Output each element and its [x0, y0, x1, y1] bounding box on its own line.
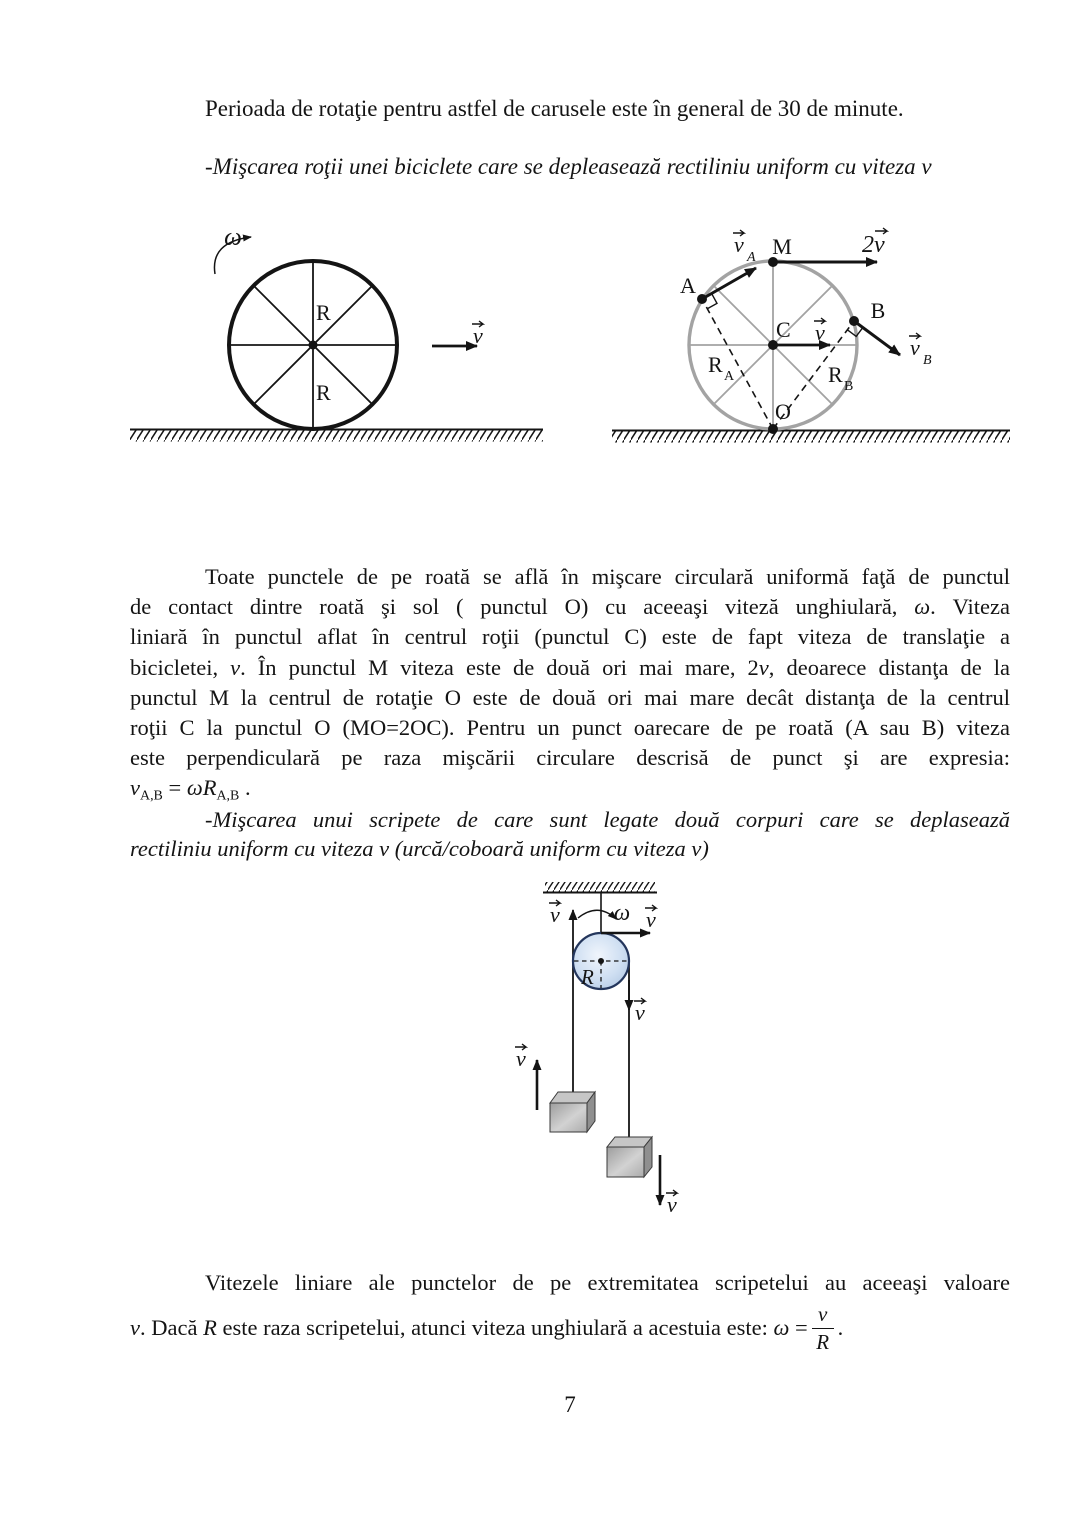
pulley-caption — [130, 806, 1010, 863]
paragraph-line: de contact dintre roată şi sol ( punctul O) cu aceeaşi viteză unghiulară, ω. Viteza — [130, 594, 1010, 620]
two-v-label — [862, 228, 887, 258]
outro-line2-text: v. Dacă R este raza scripetelui, atunci viteza unghiulară a acestuia este: ω = — [130, 1315, 808, 1340]
svg-text:v: v — [815, 320, 825, 345]
page-number: 7 — [564, 1392, 576, 1417]
point-b-label: B — [870, 298, 886, 323]
paragraph-line: bicicletei, v. În punctul M viteza este de două ori mai mare, 2v, deoarece distanţa de la — [130, 654, 1011, 680]
outro-paragraph — [130, 1268, 1010, 1298]
velocity-label-body-right — [666, 1190, 677, 1217]
bicycle-motion-caption: -Mişcarea roţii unei biciclete care se depleasează rectiliniu uniform cu viteza v — [205, 154, 932, 179]
wheel-center-dot — [309, 341, 318, 350]
svg-text:v: v — [516, 1046, 526, 1071]
wheel-diagram-left — [130, 200, 560, 446]
velocity-label-rope-left — [549, 900, 560, 927]
svg-text:A: A — [724, 369, 735, 384]
rotation-arrow — [578, 910, 616, 919]
point-c-label: C — [776, 317, 791, 342]
svg-text:A: A — [747, 250, 756, 265]
svg-text:v: v — [473, 323, 483, 348]
point-o-label: O — [775, 399, 791, 424]
pulley-caption-line2: rectiliniu uniform cu viteza v (urcă/coboară uniform cu viteza v) — [130, 835, 709, 861]
pulley-caption-line1: -Mişcarea unui scripete de care sunt legate două corpuri care se deplasează — [205, 807, 1010, 832]
velocity-arrow-b — [854, 321, 900, 355]
paragraph-line: roţii C la punctul O (MO=2OC). Pentru un punct oarecare de pe roată (A sau B) viteza — [130, 714, 1010, 740]
wheel-diagram-right — [610, 200, 1015, 448]
point-m-label: M — [772, 234, 792, 259]
velocity-b-label — [909, 333, 932, 368]
velocity-a-label — [733, 230, 756, 265]
outro-period: . — [837, 1315, 844, 1340]
pulley-diagram — [470, 870, 730, 1222]
ground-hatch — [130, 431, 543, 442]
fraction-numerator: v — [818, 1301, 828, 1326]
point-a-dot — [697, 294, 707, 304]
fraction-bar — [812, 1328, 834, 1329]
hanging-box-right — [607, 1137, 652, 1177]
velocity-label-body-left — [515, 1044, 526, 1071]
velocity-c-label — [814, 318, 825, 345]
velocity-label — [472, 321, 483, 348]
velocity-label-rope-right — [634, 998, 645, 1025]
fraction-denominator: R — [816, 1329, 830, 1354]
pulley-radius-label: R — [581, 965, 594, 989]
point-o-dot — [768, 424, 778, 434]
velocity-label-top — [645, 905, 656, 932]
radius-a-label — [708, 352, 735, 384]
svg-text:v: v — [550, 902, 560, 927]
radius-lower-label: R — [316, 380, 331, 405]
outro-line1: Vitezele liniare ale punctelor de pe extremitatea scripetelui au aceeaşi valoare — [205, 1270, 1010, 1295]
svg-text:v: v — [646, 907, 656, 932]
svg-text:B: B — [844, 379, 854, 394]
svg-text:v: v — [635, 1000, 645, 1025]
wheel-outline — [229, 261, 397, 429]
paragraph-wheel-motion — [130, 562, 1010, 812]
paragraph-line: punctul M la centrul de rotaţie O este de două ori mai mare decât distanţa de la centrul — [130, 684, 1010, 710]
point-b-dot — [849, 316, 859, 326]
ground-hatch — [612, 432, 1010, 443]
pulley-center-dot — [598, 958, 604, 964]
fraction-v-over-r — [812, 1301, 834, 1354]
svg-text:R: R — [708, 352, 723, 377]
svg-text:v: v — [910, 335, 920, 360]
svg-text:2v: 2v — [862, 232, 885, 258]
point-a-label: A — [680, 273, 696, 298]
intro-sentence: Perioada de rotaţie pentru astfel de carusele este în general de 30 de minute. — [205, 96, 904, 121]
outro-line2 — [130, 1302, 1010, 1354]
svg-text:R: R — [828, 362, 843, 387]
formula-vab: $v_{A,B} = \omega R_{A,B}$ . — [130, 775, 251, 804]
paragraph-line: liniară în punctul aflat în centrul roţii (punctul C) este de fapt viteza de translaţie a — [130, 624, 1010, 650]
svg-text:v: v — [667, 1192, 677, 1217]
omega-label: ω — [224, 224, 242, 251]
ceiling-hatch — [545, 882, 655, 892]
hanging-box-left — [550, 1092, 595, 1132]
paragraph-line: Toate punctele de pe roată se află în mişcare circulară uniformă faţă de punctul — [205, 564, 1010, 589]
radius-upper-label: R — [316, 300, 331, 325]
svg-text:B: B — [923, 353, 932, 368]
paragraph-line: este perpendiculară pe raza mişcării circulare descrisă de punct şi are expresia: — [130, 745, 1010, 771]
omega-label: ω — [613, 900, 631, 925]
svg-text:v: v — [734, 232, 744, 257]
